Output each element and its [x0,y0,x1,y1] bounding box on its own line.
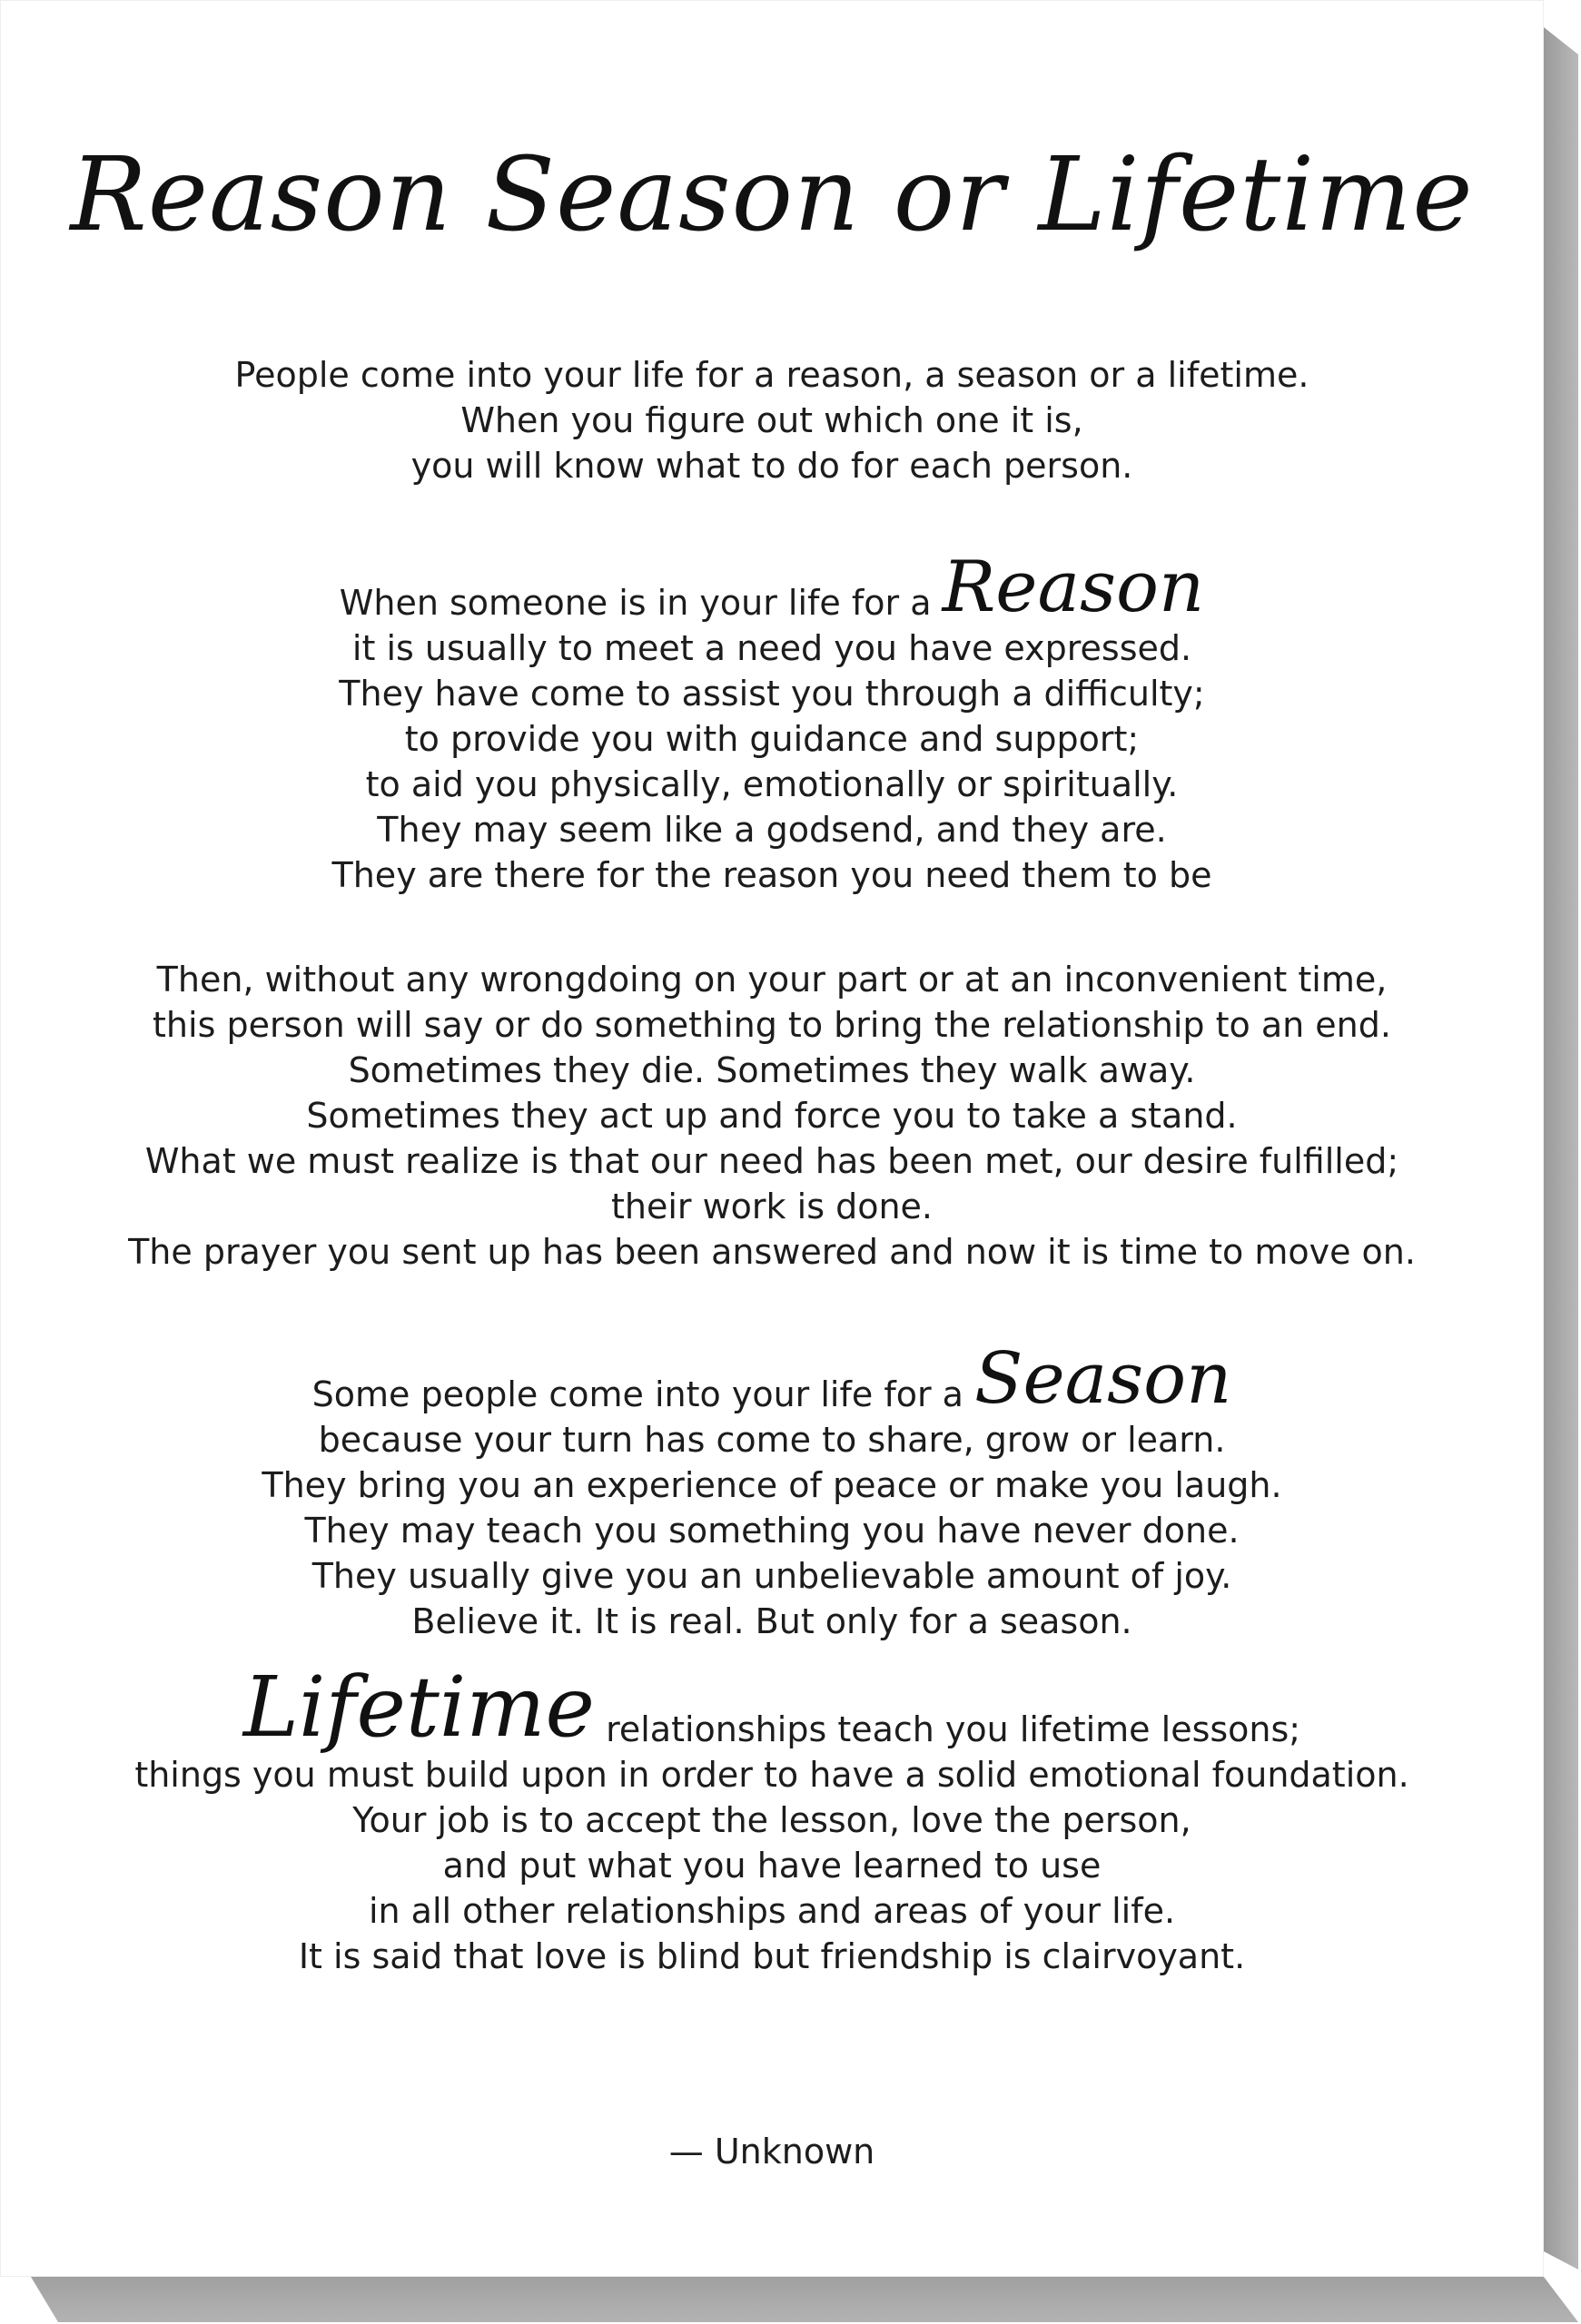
poem-line: Believe it. It is real. But only for a season. [411,1601,1132,1641]
poem-line: Then, without any wrongdoing on your part or at an inconvenient time, [156,960,1388,1000]
poem-line: People come into your life for a reason, a season or a lifetime. [234,355,1309,395]
reason-stanza [0,547,1544,898]
reason-script-word: Reason [942,547,1205,628]
lifetime-lead-line [0,1659,1544,1756]
poem-line: it is usually to meet a need you have expressed. [351,628,1192,668]
poem-line: and put what you have learned to use [442,1846,1102,1886]
poem-line: in all other relationships and areas of your life. [368,1891,1176,1931]
poem-line: They may teach you something you have never done. [304,1511,1240,1551]
poem-line: When you figure out which one it is, [460,400,1083,440]
poem-line: things you must build upon in order to have a solid emotional foundation. [134,1755,1409,1795]
poem-line: you will know what to do for each person. [410,446,1133,486]
poem-line: They usually give you an unbelievable amount of joy. [311,1556,1232,1596]
reason-lead-line [0,547,1544,628]
poem-line: It is said that love is blind but friendship is clairvoyant. [298,1936,1246,1976]
season-lead-line [0,1338,1544,1420]
poem-line: What we must realize is that our need has been met, our desire fulfilled; [144,1141,1399,1181]
poem-line: They may seem like a godsend, and they are. [377,810,1167,850]
poem-line: this person will say or do something to bring the relationship to an end. [153,1005,1391,1045]
poem-line: They bring you an experience of peace or make you laugh. [262,1465,1282,1505]
lifetime-script-word: Lifetime [242,1659,595,1756]
poem-line: because your turn has come to share, grow or learn. [318,1420,1226,1460]
canvas-right-edge [1544,27,1578,2270]
poem-line: their work is done. [610,1187,933,1226]
ending-stanza [0,957,1544,1275]
poem-line: They are there for the reason you need them to be [331,855,1212,895]
poem-line: They have come to assist you through a difficulty; [339,674,1205,714]
canvas-bottom-edge [31,2277,1578,2322]
season-lead: Some people come into your life for a [311,1374,963,1414]
poem-line: to aid you physically, emotionally or spiritually. [365,764,1179,804]
poem-author: — Unknown [668,2132,875,2171]
poem-line: The prayer you sent up has been answered and now it is time to move on. [128,1232,1416,1272]
poem-line: Your job is to accept the lesson, love the person, [352,1800,1191,1840]
reason-lead: When someone is in your life for a [339,583,932,623]
season-stanza [0,1338,1544,1644]
lifetime-lead: relationships teach you lifetime lessons; [606,1709,1301,1749]
poem-line: Sometimes they die. Sometimes they walk away. [348,1050,1196,1090]
intro-stanza [0,352,1544,488]
poem-line: Sometimes they act up and force you to take a stand. [306,1096,1238,1136]
poem-line: to provide you with guidance and support; [404,719,1140,759]
season-script-word: Season [974,1338,1232,1420]
poem-title: Reason Season or Lifetime [70,136,1474,254]
lifetime-stanza [0,1659,1544,1979]
